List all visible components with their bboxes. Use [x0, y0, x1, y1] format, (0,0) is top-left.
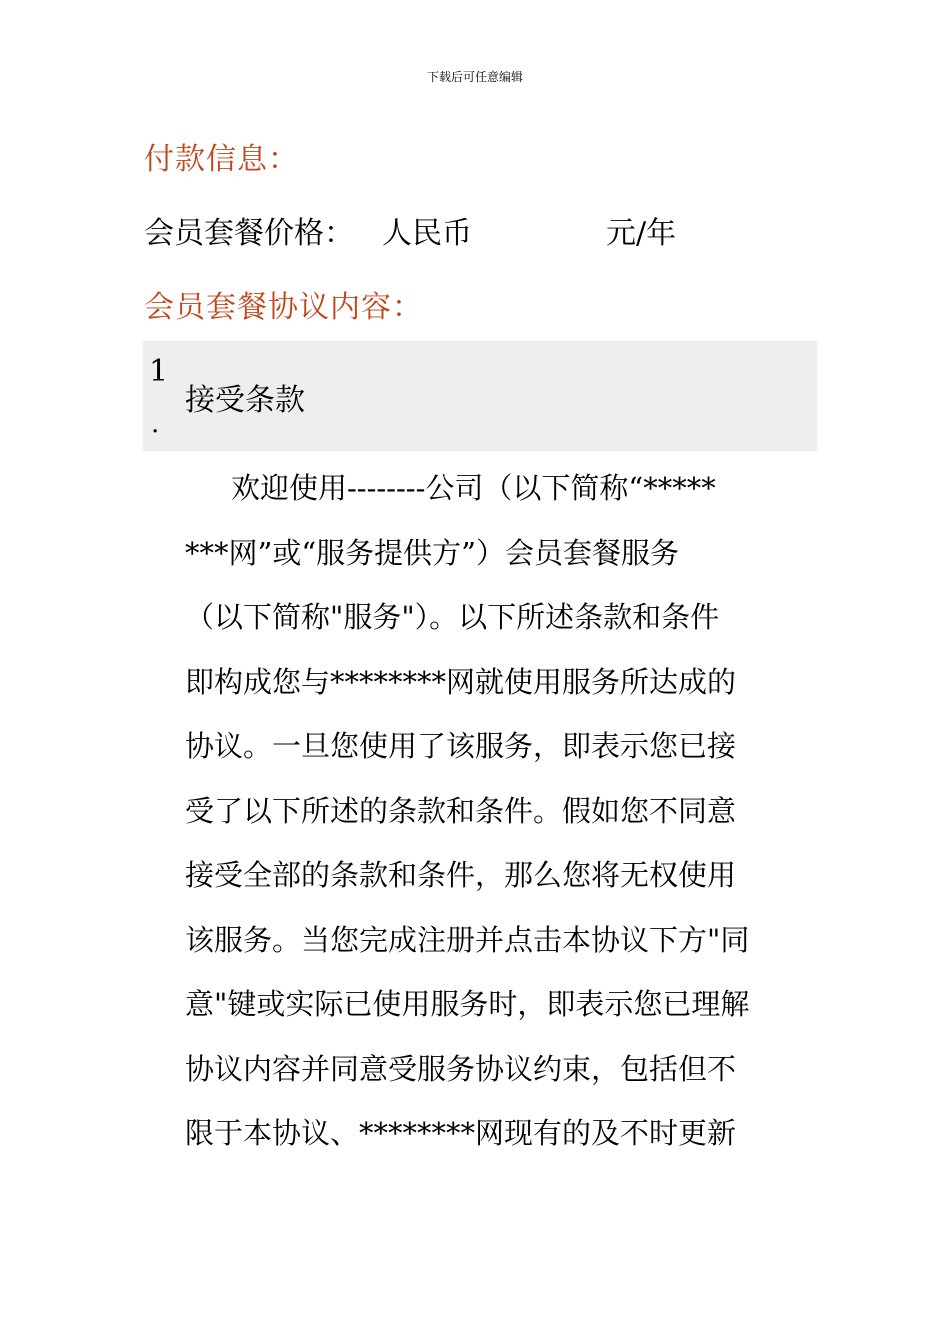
body-line: 协议。一旦您使用了该服务，即表示您已接 [185, 729, 737, 763]
price-currency: 人民币 [382, 216, 472, 251]
body-line: （以下简称"服务"）。以下所述条款和条件 [185, 600, 720, 634]
body-line: 限于本协议、********网现有的及不时更新 [185, 1116, 737, 1150]
price-unit: 元/年 [606, 216, 677, 251]
payment-heading: 付款信息： [144, 142, 299, 177]
body-line: 协议内容并同意受服务协议约束，包括但不 [185, 1051, 737, 1086]
body-line: 该服务。当您完成注册并点击本协议下方"同 [185, 922, 750, 957]
clause-title: 接受条款 [185, 383, 305, 418]
clause-body [185, 456, 815, 1166]
body-line: ***网”或“服务提供方”）会员套餐服务 [185, 535, 679, 570]
body-line: 受了以下所述的条款和条件。假如您不同意 [185, 793, 737, 828]
clause-heading-box [143, 341, 817, 451]
price-label: 会员套餐价格： [144, 216, 354, 251]
clause-number-dot: . [151, 409, 160, 439]
body-line: 接受全部的条款和条件，那么您将无权使用 [185, 858, 737, 892]
body-line: 意"键或实际已使用服务时，即表示您已理解 [185, 987, 750, 1021]
clause-number: 1 [149, 354, 169, 389]
body-line: 即构成您与********网就使用服务所达成的 [185, 664, 737, 699]
agreement-heading: 会员套餐协议内容： [144, 290, 423, 325]
header-note: 下载后可任意编辑 [426, 70, 523, 84]
body-line: 欢迎使用--------公司（以下简称“***** [231, 471, 716, 505]
